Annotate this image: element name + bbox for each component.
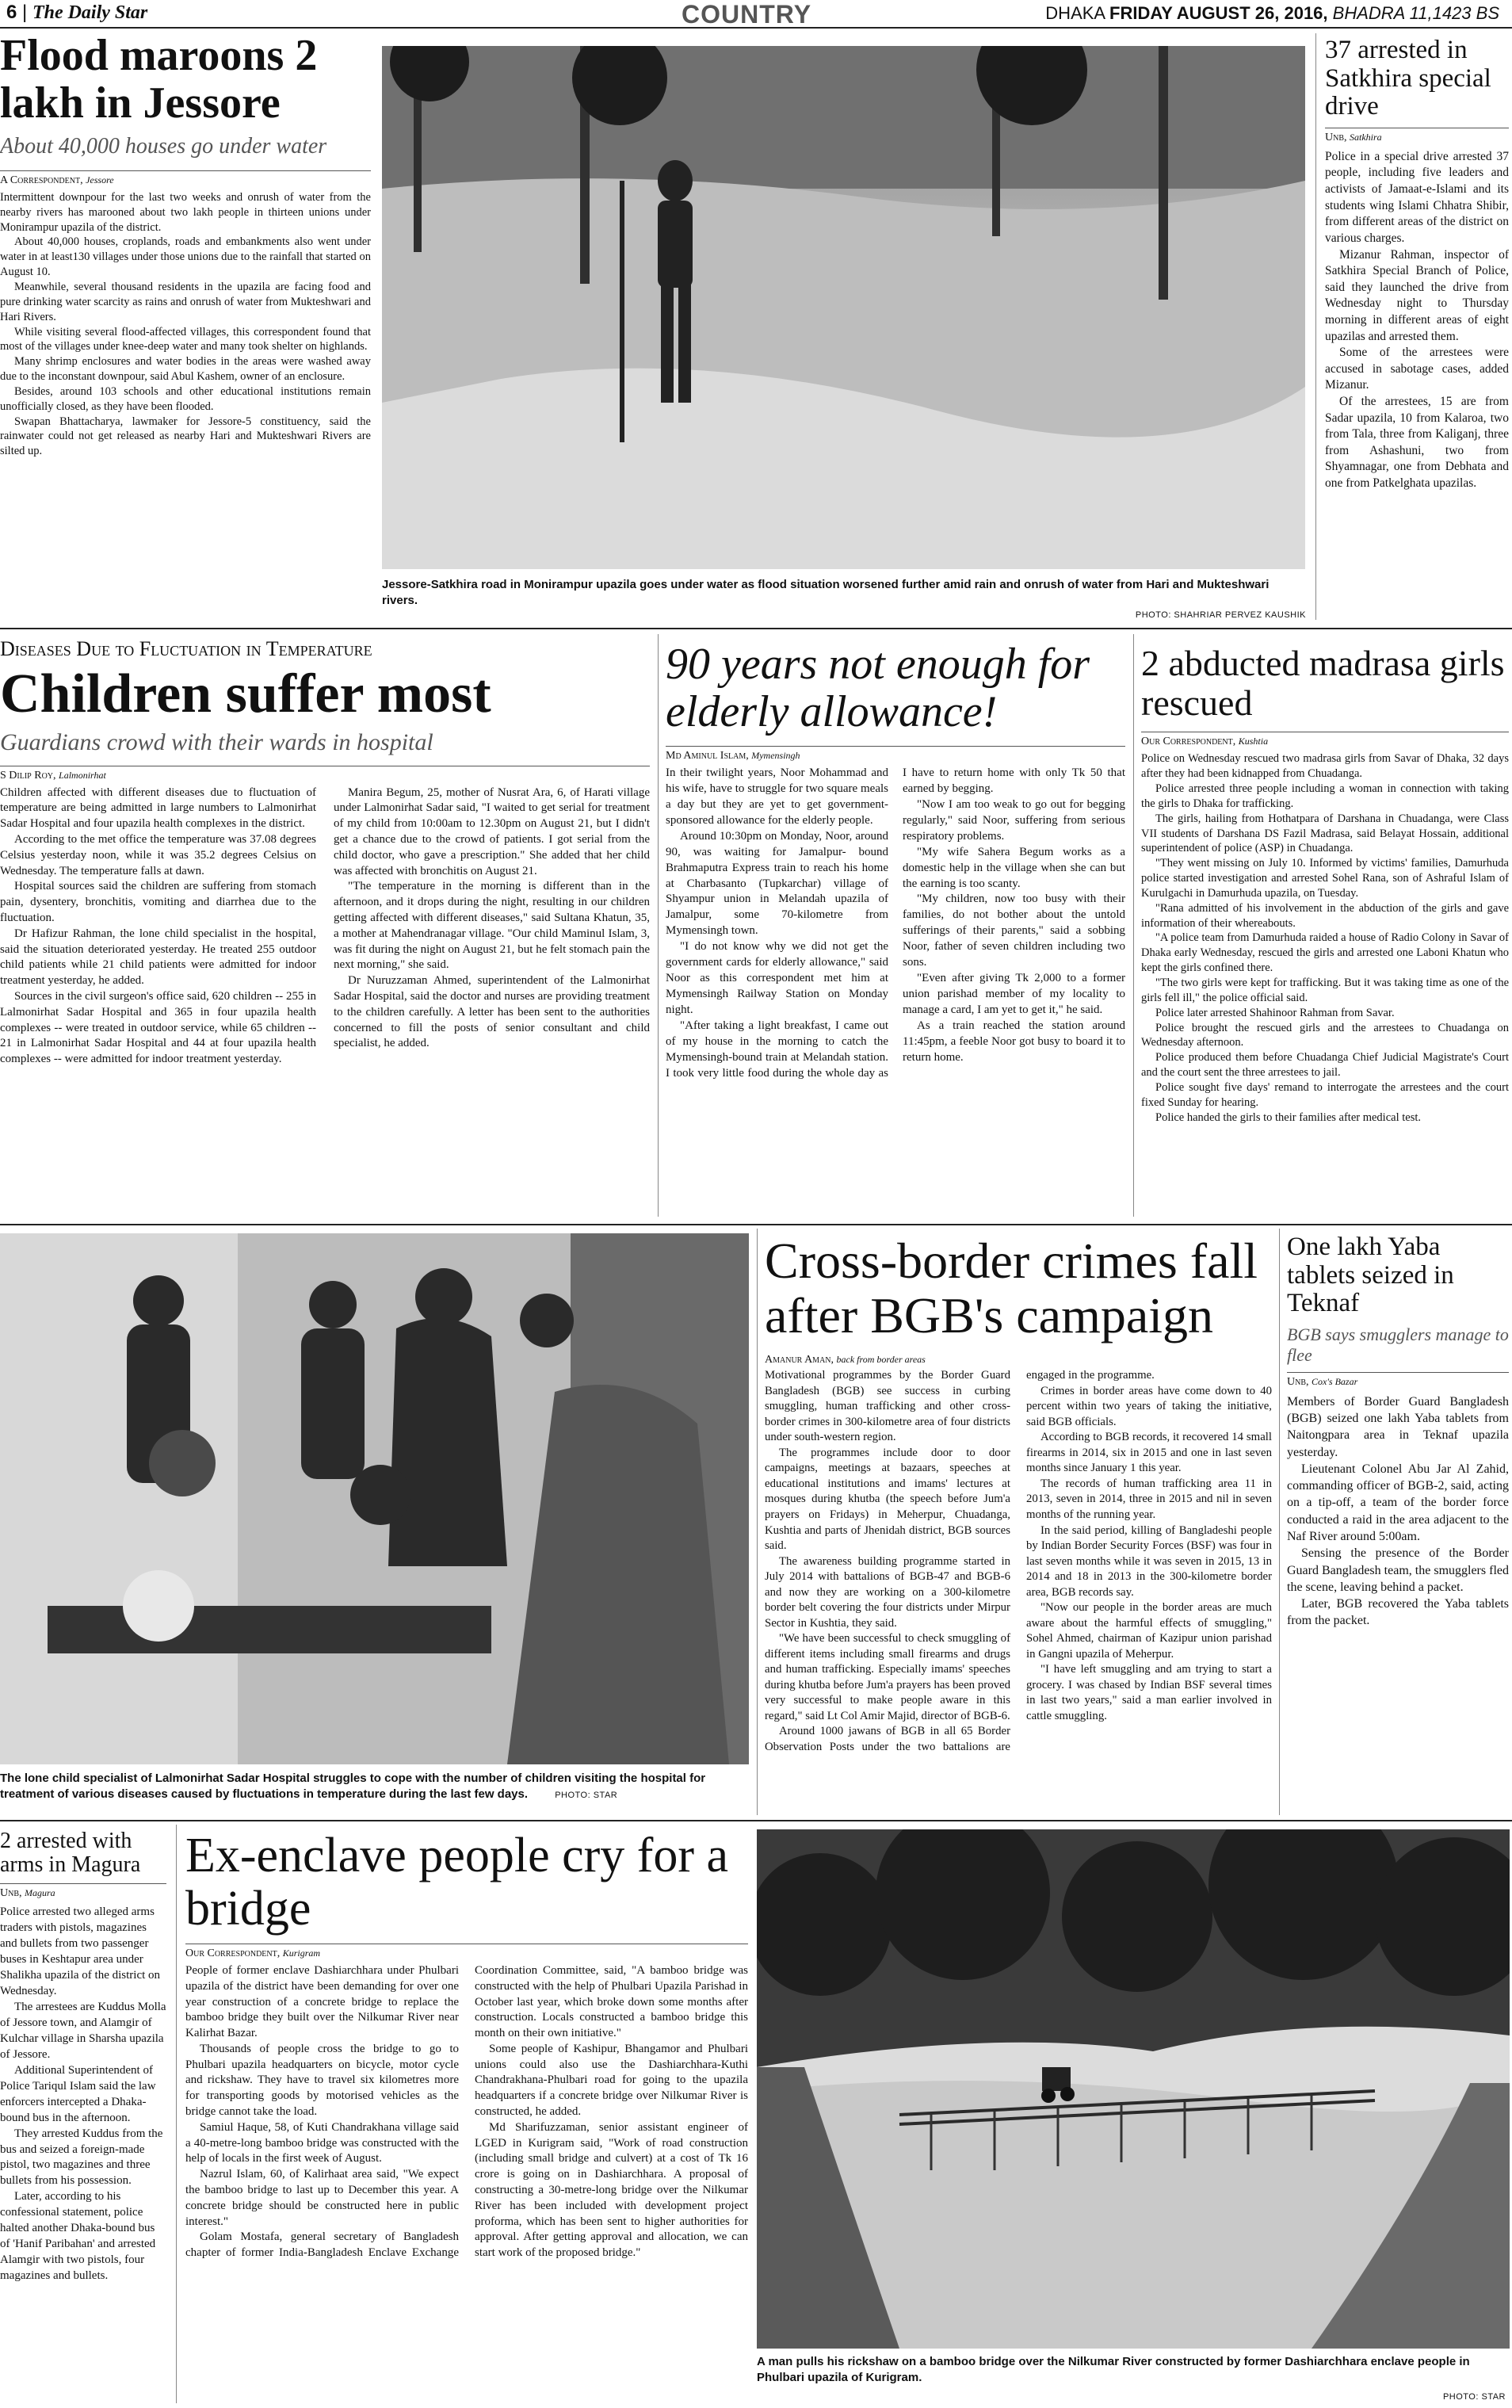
yaba-paragraph: Lieutenant Colonel Abu Jar Al Zahid, commanding officer of BGB-2, said, acting on a tip-off, a team of the border force conducted a raid in the area adjacent to the Naf River around 5:00am. [1287,1462,1509,1543]
yaba-byline-name: Unb, [1287,1375,1309,1388]
children-paragraph: Manira Begum, 25, mother of Nusrat Ara, 6, of Harati village under Lalmonirhat Sadar said, "I waited to get serial for treatment of my child from 10:00am to 12.30pm on August 21, but I didn't get a chance due to the crowd of patients. I got serial from the child doctor, who gave a prescription." She added that her child was affected with bronchitis on August 21. [334,785,650,877]
elderly-paragraph: "Now I am too weak to go out for begging regularly," said Noor, suffering from serious respiratory problems. [903,797,1125,843]
dateline-city: DHAKA [1045,3,1105,23]
madrasa-body [1141,751,1509,1125]
flood-paragraph: Swapan Bhattacharya, lawmaker for Jessore-5 constituency, said the rainwater could not get released as nearby Hari and Mukteshwari Rivers are silted up. [0,415,371,458]
crossborder-paragraph: "We have been successful to check smuggling of different items including small firearms and drugs and human trafficking. Especially imams' speeches during khutba before Jum'a prayers has been proved very successful to make people aware in this regard," said Lt Col Amir Majid, director of BGB-6. [765,1632,1010,1722]
children-byline-location: Lalmonirhat [59,769,106,781]
crossborder-paragraph: The records of human trafficking area 11 in 2013, seven in 2014, three in 2015 and nil in seven months of the running year. [1026,1477,1272,1521]
flood-photo-scene [382,46,1305,569]
bridge-photo-credit: PHOTO: STAR [1442,2392,1506,2402]
enclave-headline: Ex-enclave people cry for a bridge [185,1829,729,1936]
madrasa-story [1141,644,1509,1222]
magura-paragraph: They arrested Kuddus from the bus and seized a foreign-made pistol, two magazines and three bullets from his possession. [0,2127,163,2188]
column-rule [1279,1229,1280,1815]
dateline [1045,3,1499,24]
satkhira-paragraph: Of the arrestees, 15 are from Sadar upazila, 10 from Kalaroa, two from Tala, three from Kaliganj, three from Ashashuni, two from Shyamnagar, one from Debhata and one from Patkelghata upazilas. [1325,395,1509,491]
flood-byline [0,170,371,187]
satkhira-paragraph: Mizanur Rahman, inspector of Satkhira Special Branch of Police, said they launched the drive from Wednesday night to Thursday morning in different areas of eight upazilas and arrested them. [1325,247,1509,343]
children-body [0,785,650,1068]
satkhira-headline: 37 arrested in Satkhira special drive [1325,36,1491,121]
children-byline-name: S Dilip Roy, [0,769,56,782]
horizontal-rule [0,628,1512,629]
madrasa-paragraph: Police arrested three people including a woman in connection with taking the girls to Dhaka for trafficking. [1141,782,1509,810]
column-rule [176,1825,177,2403]
enclave-paragraph: Samiul Haque, 58, of Kuti Chandrakhana village said a 40-metre-long bamboo bridge was constructed with the help of locals in the first week of August. [185,2120,459,2165]
madrasa-paragraph: Police later arrested Shahinoor Rahman from Savar. [1155,1006,1395,1019]
madrasa-paragraph: Police produced them before Chuadanga Chief Judicial Magistrate's Court and the court sent the three arrestees to jail. [1141,1051,1509,1080]
elderly-paragraph: "Even after giving Tk 2,000 to a former union parishad member of my locality to manage a card, I am yet to get it," he said. [903,972,1125,1016]
elderly-body [666,766,1125,1082]
elderly-headline: 90 years not enough for elderly allowance! [666,640,1090,737]
elderly-paragraph: In their twilight years, Noor Mohammad and his wife, have to struggle for two square meals a day but they are yet to get government-sponsored allowance for the elderly people. [666,766,888,827]
flood-photo-caption: Jessore-Satkhira road in Monirampur upazila goes under water as flood situation worsened further amid rain and onrush of water from Hari and Mukteshwari rivers. [382,578,1270,607]
madrasa-byline [1141,732,1509,748]
yaba-paragraph: Later, BGB recovered the Yaba tablets from the packet. [1287,1597,1509,1628]
flood-byline-location: Jessore [86,174,114,185]
enclave-byline-name: Our Correspondent, [185,1947,281,1959]
column-rule [1133,634,1134,1217]
magura-paragraph: The arrestees are Kuddus Molla of Jessore town, and Alamgir of Kulchar village in Sharsha upazila of Jessore. [0,2001,166,2061]
children-story [0,637,650,1224]
children-headline: Children suffer most [0,663,491,724]
crossborder-body [765,1368,1272,1755]
magura-story [0,1829,166,2408]
horizontal-rule [0,1224,1512,1225]
crossborder-paragraph: Crimes in border areas have come down to 40 percent within two years of taking the initiative, said BGB officials. [1026,1384,1272,1428]
flood-photo-credit: PHOTO: SHAHRIAR PERVEZ KAUSHIK [1135,610,1306,620]
flood-story [0,32,371,618]
enclave-paragraph: Some people of Kashipur, Bhangamor and Phulbari unions could also use the Dashiarchhara-Kuthi Chandrakhana-Phulbari road for going to the upazila headquarters if a concrete bridge over Nilkumar River is constructed, he added. [475,2042,748,2119]
elderly-byline-name: Md Aminul Islam, [666,749,749,762]
yaba-body [1287,1393,1509,1630]
satkhira-body [1325,149,1509,492]
magura-body [0,1905,166,2284]
enclave-paragraph: Nazrul Islam, 60, of Kalirhaat area said, "We expect the bamboo bridge to last up to December this year. A concrete bridge should be constructed here in public interest." [185,2168,459,2228]
crossborder-paragraph: In the said period, killing of Bangladeshi people by Indian Border Security Forces (BSF) was four in last seven months while it was seven in 2015, 13 in 2014 and 18 in 2013 in the 300-kilometre border area, BGB records say. [1026,1523,1272,1599]
satkhira-paragraph: Some of the arrestees were accused in sabotage cases, added Mizanur. [1325,346,1509,392]
bridge-photo-scene [757,1829,1510,2349]
column-rule [1315,33,1316,620]
magura-paragraph: Police arrested two alleged arms traders with pistols, magazines and bullets from two passenger buses in Keshtapur area under Shalikha upazila of the district on Wednesday. [0,1905,161,1998]
column-rule [757,1229,758,1815]
yaba-byline-location: Cox's Bazar [1312,1375,1358,1387]
satkhira-byline-name: Unb, [1325,131,1347,143]
flood-paragraph: Intermittent downpour for the last two weeks and onrush of water from the nearby rivers has marooned about two lakh people in thirteen unions under Monirampur upazila of the district. [0,190,371,234]
paper-name-logo: The Daily Star [32,2,148,23]
elderly-paragraph: As a train reached the station around 11:45pm, a feeble Noor got busy to board it to return home. [903,1019,1125,1064]
children-paragraph: Hospital sources said the children are suffering from stomach pain, dysentery, bronchitis, vomiting and diarrhea due to the fluctuation. [0,880,316,924]
yaba-deck: BGB says smugglers manage to flee [1287,1324,1509,1365]
children-paragraph: According to the met office the temperature was 37.08 degrees Celsius yesterday noon, while it was 35.2 degrees Celsius on Wednesday. The temperature falls at dawn. [0,832,316,877]
elderly-byline-location: Mymensingh [751,749,800,761]
enclave-paragraph: Md Sharifuzzaman, senior assistant engineer of LGED in Kurigram said, "Work of road construction (including small bridge and culvert) at a cost of Tk 16 crore is going on in Dashiarchhara. A proposal of constructing a 30-metre-long bridge over the Nilkumar River has been included with development project proforma, which has been sent to higher authorities for approval. After getting approval and allocation, we can start work of the proposed bridge." [475,2120,748,2260]
crossborder-paragraph: "Now our people in the border areas are much aware about the harmful effects of smuggling," Sohel Ahmed, chairman of Kazipur union parishad in Gangni upazila of Meherpur. [1026,1601,1272,1661]
madrasa-byline-name: Our Correspondent, [1141,736,1236,748]
flood-paragraph: While visiting several flood-affected villages, this correspondent found that most of the villages under knee-deep water and many took shelter on highlands. [0,325,371,354]
enclave-byline [185,1944,748,1960]
crossborder-story [765,1233,1272,1820]
madrasa-headline: 2 abducted madrasa girls rescued [1141,643,1505,723]
crossborder-byline-location: back from border areas [836,1354,926,1366]
satkhira-byline [1325,128,1509,144]
madrasa-paragraph: Police sought five days' remand to interrogate the arrestees and the court fixed Sunday for hearing. [1141,1080,1509,1109]
children-paragraph: Children affected with different diseases due to fluctuation of temperature are being admitted in large numbers to Lalmonirhat Sadar Hospital and four upazila health complexes in the district. [0,785,316,831]
elderly-paragraph: "My children, now too busy with their families, do not bother about the untold sufferings of their parents," said a sobbing Noor, father of seven children including two sons. [903,892,1125,969]
flood-photo [382,46,1305,569]
magura-byline-location: Magura [25,1887,55,1899]
elderly-paragraph: Around 10:30pm on Monday, Noor, around 90, was waiting for Jamalpur- bound Brahmaputra Express train to reach his home at Charbasanto (Tupkarchar) village of Shyampur union in Melandah upazila of Jamalpur, some 70-kilometre from Mymensingh town. [666,829,888,938]
flood-paragraph: Many shrimp enclosures and water bodies in the areas were washed away due to the inconstant downpour, said Abul Kashem, owner of an enclosure. [0,355,371,384]
magura-paragraph: Later, according to his confessional statement, police halted another Dhaka-bound bus of 'Hanif Paribahan' and arrested Alamgir with two pistols, four magazines and bullets. [0,2190,156,2283]
crossborder-byline-name: Amanur Aman, [765,1354,834,1366]
children-paragraph: Dr Nuruzzaman Ahmed, superintendent of the Lalmonirhat Sadar Hospital, said the doctor and nurses are providing treatment to the children carefully. A letter has been sent to the authorities concerned to fill the posts of senior consultant and child specialist, he added. [334,974,650,1050]
yaba-headline: One lakh Yaba tablets seized in Teknaf [1287,1233,1454,1318]
crossborder-headline: Cross-border crimes fall after BGB's campaign [765,1233,1258,1344]
magura-byline-name: Unb, [0,1887,22,1900]
satkhira-paragraph: Police in a special drive arrested 37 people, including five leaders and activists of Jamaat-e-Islami and its students wing Islami Chhatra Shibir, from different areas of the district on various charges. [1325,149,1509,245]
children-hospital-photo [0,1233,749,1764]
flood-byline-name: A Correspondent, [0,174,83,186]
crossborder-paragraph: Around 1000 jawans of BGB in all 65 Border Observation Posts under the two battalions are engaged in the programme. [765,1369,1155,1753]
flood-paragraph: Besides, around 103 schools and other educational institutions remain unofficially closed, as they have been flooded. [0,384,371,413]
yaba-paragraph: Members of Border Guard Bangladesh (BGB) seized one lakh Yaba tablets from Naitongpara area in Teknaf upazila yesterday. [1287,1394,1509,1459]
madrasa-paragraph: Police brought the rescued girls and the arrestees to Chuadanga on Wednesday afternoon. [1141,1021,1509,1049]
children-deck: Guardians crowd with their wards in hospital [0,728,433,755]
elderly-paragraph: "I do not know why we did not get the government cards for elderly allowance," said Noor as this correspondent met him at Mymensingh Railway Station on Monday night. [666,940,888,1016]
yaba-paragraph: Sensing the presence of the Border Guard Bangladesh team, the smugglers fled the scene, leaving behind a packet. [1287,1546,1509,1594]
enclave-paragraph: People of former enclave Dashiarchhara under Phulbari upazila of the district have been demanding for over one year construction of a concrete bridge to replace the bamboo bridge they built over the Nilkumar River near Kalirhat Bazar. [185,1963,459,2040]
flood-paragraph: Meanwhile, several thousand residents in the upazila are facing food and pure drinking water scarcity as rains and onrush of water from Mukteshwari and Hari Rivers. [0,281,371,323]
flood-deck: About 40,000 houses go under water [0,133,327,159]
madrasa-paragraph: "The two girls were kept for trafficking. But it was taking time as one of the girls fell ill," the police official said. [1141,977,1509,1004]
madrasa-paragraph: Police on Wednesday rescued two madrasa girls from Savar of Dhaka, 32 days after they had been kidnapped from Chuadanga. [1141,752,1509,781]
children-kicker: Diseases Due to Fluctuation in Temperature [0,637,372,660]
children-byline [0,766,650,782]
elderly-byline [666,746,1125,763]
enclave-paragraph: Thousands of people cross the bridge to go to Phulbari upazila headquarters on bicycle, motor cycle and rickshaw. They have to travel six kilometres more for transporting goods by motorised vehicles as the bridge cannot take the load. [185,2042,459,2119]
flood-headline: Flood maroons 2 lakh in Jessore [0,31,318,128]
satkhira-byline-location: Satkhira [1350,131,1382,143]
crossborder-paragraph: The programmes include door to door campaigns, meetings at bazaars, speeches at educational institutions and imams' lectures at mosques during khutba (the speech before Jum'a prayers on Fridays) in Meherpur, Chuadanga, Kushtia and parts of Jhenidah district, BGB sources said. [765,1446,1010,1553]
madrasa-paragraph: "They went missing on July 10. Informed by victims' families, Damurhuda police started investigation and arrested Sohel Rana, son of Ashraful Islam of Kurulgachi in Damurhuda upazila, on Tuesday. [1141,857,1509,900]
children-paragraph: "The temperature in the morning is different than in the afternoon, and it drops during the night, resulting in our children getting affected with different diseases," said Sultana Khatun, 35, a mother at Mahendranagar village. "Our child Maminul Islam, 3, was fit during the night on August 21, but he felt stomach pain the next morning," she said. [334,880,650,972]
crossborder-paragraph: According to BGB records, it recovered 14 small firearms in 2014, six in 2015 and one in last seven months since January 1 this year. [1026,1431,1272,1475]
magura-byline [0,1883,166,1900]
page-number-and-paper: 6 | The Daily Star [6,2,148,23]
dateline-bangla: BHADRA 11,1423 BS [1332,3,1499,23]
madrasa-paragraph: "Rana admitted of his involvement in the abduction of the girls and gave information of their whereabouts. [1141,901,1509,930]
bamboo-bridge-photo [757,1829,1510,2349]
madrasa-paragraph: The girls, hailing from Hothatpara of Darshana in Chuadanga, were Class VII students of Darshana DS Fazil Madrasa, said Belayat Hossain, additional superintendent of police (ASP) in Chuadanga. [1141,812,1509,855]
crossborder-paragraph: "I have left smuggling and am trying to start a grocery. I was chased by Indian BSF several times in last two years," said a man earlier involved in cattle smuggling. [1026,1663,1272,1722]
enclave-paragraph: Golam Mostafa, general secretary of Bangladesh chapter of former India-Bangladesh Enclave Exchange Coordination Committee, said, "A bamboo bridge was constructed with the help of Phulbari Upazila Parishad in October last year, which broke down some months after construction. Locals constructed a bamboo bridge this month on their own initiative." [185,1963,748,2260]
enclave-byline-location: Kurigram [282,1947,321,1959]
children-paragraph: Dr Hafizur Rahman, the lone child specialist in the hospital, said the situation deteriorated yesterday. He treated 255 outdoor child patients while 21 child patients were admitted for indoor treatment yesterday, he added. [0,927,316,988]
dateline-date: FRIDAY AUGUST 26, 2016, [1109,3,1328,23]
satkhira-story [1325,36,1509,623]
children-photo-credit: PHOTO: STAR [555,1790,618,1800]
yaba-story [1287,1233,1509,1820]
crossborder-paragraph: Motivational programmes by the Border Guard Bangladesh (BGB) see success in curbing smuggling, human trafficking and other cross-border crimes in 300-kilometre area of four districts under south-western region. [765,1369,1010,1444]
section-title: COUNTRY [682,0,812,29]
magura-headline: 2 arrested with arms in Magura [0,1829,141,1878]
madrasa-byline-location: Kushtia [1238,736,1269,747]
children-paragraph: Sources in the civil surgeon's office said, 620 children -- 255 in Lalmonirhat Sadar Hospital and 365 in four upazila health complexes -- were treated in outdoor service, while 65 children -- 21 in Lalmonirhat Sadar Hospital and 44 at four upazila health complexes -- were admitted for indoor treatment yesterday. [0,989,316,1066]
bridge-photo-caption: A man pulls his rickshaw on a bamboo bridge over the Nilkumar River constructed by former Dashiarchhara enclave people in Phulbari upazila of Kurigram. [757,2355,1470,2384]
crossborder-paragraph: The awareness building programme started in July 2014 with battalions of BGB-47 and BGB-6 and now they are working on a 300-kilometre border belt covering the four districts under Mirpur Sector in Kushtia, they said. [765,1554,1010,1630]
elderly-paragraph: "My wife Sahera Begum works as a domestic help in the village when she can but the earning is too scanty. [903,845,1125,890]
crossborder-byline [765,1351,1272,1366]
yaba-byline [1287,1372,1509,1389]
page-number: 6 [6,2,17,23]
flood-body [0,190,371,459]
children-photo-caption-text: The lone child specialist of Lalmonirhat Sadar Hospital struggles to cope with the number of children visiting the hospital for treatment of various diseases caused by fluctuations in temperature during the last few days. [0,1772,706,1801]
column-rule [658,634,659,1217]
children-photo-scene [0,1233,749,1764]
flood-paragraph: About 40,000 houses, croplands, roads and embankments also went under water in at least130 villages under those unions due to the rainfall that started on August 10. [0,235,371,279]
madrasa-paragraph: Police handed the girls to their families after medical test. [1155,1110,1422,1124]
enclave-story [185,1829,748,2408]
horizontal-rule [0,1820,1512,1821]
children-photo-caption [0,1771,749,1802]
magura-paragraph: Additional Superintendent of Police Tariqul Islam said the law enforcers intercepted a Dhaka-bound bus in the afternoon. [0,2063,156,2124]
masthead [0,0,1512,29]
elderly-paragraph: "After taking a light breakfast, I came out of my house in the morning to catch the Mymensingh-bound train at Melandah station. I took very little food during the whole day as I have to return home with only Tk 50 that earned by begging. [666,766,1125,1080]
elderly-story [666,640,1125,1219]
madrasa-paragraph: "A police team from Damurhuda raided a house of Radio Colony in Savar of Dhaka early Wednesday, rescued the girls and arrested one Laboni Khatun who kept the girls confined there. [1141,931,1509,975]
enclave-body [185,1963,748,2261]
